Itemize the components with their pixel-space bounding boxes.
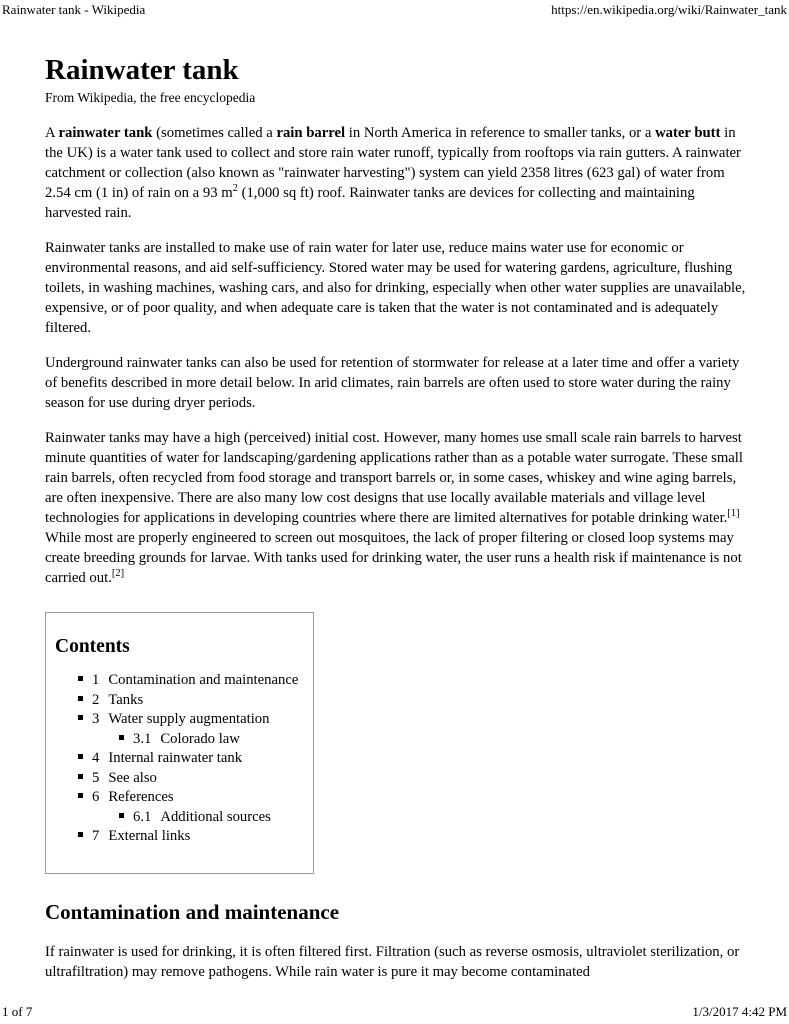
print-footer [2,1004,787,1019]
paragraph-2: Rainwater tanks are installed to make use of rain water for later use, reduce mains water use for economic or environmental reasons, and aid self-sufficiency. Stored water may be used for watering gardens, agriculture, flushing toilets, in washing machines, washing cars, and also for drinking, especially when other water supplies are unavailable, expensive, or of poor quality, and when adequate care is taken that the water is not contaminated and is adequately filtered. [45,240,746,336]
toc-item-number: 6 [92,789,100,805]
toc-item-6-1 [78,808,298,828]
toc-heading: Contents [55,636,130,657]
toc-item-number: 3.1 [133,730,152,747]
square-bullet-icon [78,774,83,779]
footer-page-number: 1 of 7 [2,1004,33,1019]
toc-item-number: 5 [92,769,100,786]
toc-item-number: 4 [92,750,100,766]
toc-item-label: Water supply augmentation [108,711,270,727]
toc-item-number: 7 [92,828,100,844]
toc-item-number: 3 [92,711,100,727]
article-content [45,53,746,997]
section-paragraph-1: If rainwater is used for drinking, it is often filtered first. Filtration (such as reverse osmosis, ultraviolet sterilization, or ultrafiltration) may remove pathogens. While rain water is pure it may become contaminated [45,943,740,980]
toc-list [55,671,298,847]
toc-item-number: 6.1 [133,808,152,825]
section-heading-contamination: Contamination and maintenance [45,899,340,924]
toc-item-label: Internal rainwater tank [108,750,243,766]
square-bullet-icon [78,793,83,798]
document-url: https://en.wikipedia.org/wiki/Rainwater_tank [551,2,787,17]
square-bullet-icon [78,676,83,681]
toc-item-7 [78,827,298,847]
document-title: Rainwater tank - Wikipedia [2,2,146,17]
toc-item-2 [78,691,298,711]
section-body [45,942,746,982]
toc-item-label: Additional sources [160,808,271,825]
toc-item-3 [78,710,298,730]
article-body [45,123,746,588]
footer-timestamp: 1/3/2017 4:42 PM [692,1004,787,1019]
print-header [2,2,787,17]
toc-item-1 [78,671,298,691]
article-subtitle: From Wikipedia, the free encyclopedia [45,90,256,105]
toc-item-5 [78,769,298,789]
paragraph-1: A rainwater tank (sometimes called a rain barrel in North America in reference to smaller tanks, or a water butt in the UK) is a water tank used to collect and store rain water runoff, typically from rooftops via rain gutters. A rainwater catchment or collection (also known as "rainwater harvesting") system can yield 2358 litres (623 gal) of water from 2.54 cm (1 in) of rain on a 93 $m^2$ (1,000 sq ft) roof. Rainwater tanks are devices for collecting and maintaining harvested rain. [45,125,741,221]
citation-ref-2: [2] [111,568,125,580]
table-of-contents [45,612,314,874]
citation-ref-1: [1] [727,508,740,520]
square-bullet-icon [78,832,83,837]
toc-item-label: External links [108,828,191,844]
toc-item-3-1 [78,730,298,750]
square-bullet-icon [78,754,83,759]
toc-item-number: 2 [92,691,100,708]
toc-item-label: Tanks [108,691,144,708]
square-bullet-icon [78,696,83,701]
page-title: Rainwater tank [45,54,239,86]
toc-item-number: 1 [92,672,100,688]
toc-item-6 [78,788,298,808]
toc-item-label: Colorado law [160,730,240,747]
paragraph-3: Underground rainwater tanks can also be used for retention of stormwater for release at a later time and offer a variety of benefits described in more detail below. In arid climates, rain barrels are often used to store water during the rainy season for use during dryer periods. [45,355,740,411]
toc-item-label: Contamination and maintenance [108,672,299,688]
square-bullet-icon [119,813,124,818]
square-bullet-icon [78,715,83,720]
toc-item-label: See also [108,769,157,786]
toc-item-label: References [108,789,174,805]
square-bullet-icon [119,735,124,740]
superscript-squared: 2 [232,183,238,195]
toc-item-4 [78,749,298,769]
paragraph-4: Rainwater tanks may have a high (perceived) initial cost. However, many homes use small scale rain barrels to harvest minute quantities of water for landscaping/gardening applications rather than as a potable water surrogate. These small rain barrels, often recycled from food storage and transport barrels or, in some cases, whiskey and wine aging barrels, are often inexpensive. There are also many low cost designs that use locally available materials and village level technologies for applications in developing countries where there are limited alternatives for potable drinking water.[1] While most are properly engineered to screen out mosquitoes, the lack of proper filtering or closed loop systems may create breeding grounds for larvae. With tanks used for drinking water, the user runs a health risk if maintenance is not carried out.[2] [45,430,743,586]
